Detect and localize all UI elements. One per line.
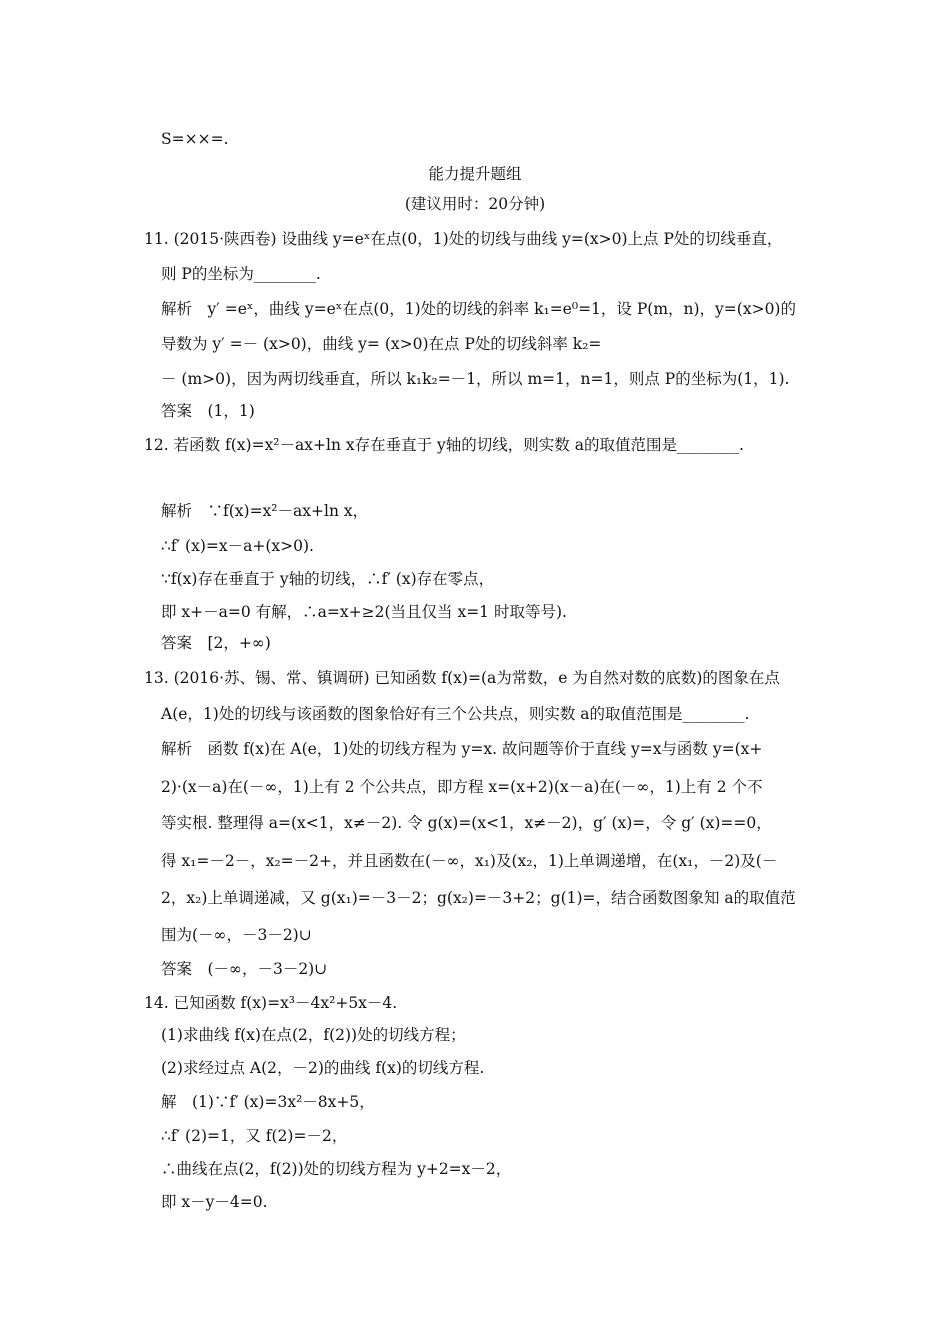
q14-solution-line-3: ∴曲线在点(2，f(2))处的切线方程为 y+2=x－2，	[161, 1160, 512, 1178]
q13-solution-line-5: 2，x₂)上单调递减，又 g(x₁)=－3－2；g(x₂)=－3+2；g(1)=，结合函数图象知 a的取值范	[161, 889, 796, 907]
q12-answer: 答案 [2，+∞)	[161, 634, 271, 652]
q12-solution-line-2: ∴f′ (x)=x－a+(x>0).	[161, 537, 314, 555]
time-note: (建议用时：20分钟)	[404, 195, 546, 213]
q11-answer: 答案 (1，1)	[161, 402, 255, 420]
q12-solution-line-4: 即 x+－a=0 有解，∴a=x+≥2(当且仅当 x=1 时取等号).	[161, 603, 567, 621]
q13-solution-line-2: 2)·(x－a)在(－∞，1)上有 2 个公共点，即方程 x=(x+2)(x－a)在(－∞，1)上有 2 个不	[161, 778, 763, 796]
q11-solution-line-1: 解析 y′ =eˣ，曲线 y=eˣ在点(0，1)处的切线的斜率 k₁=e⁰=1，设 P(m，n)，y=(x>0)的	[161, 300, 796, 318]
q12-solution-line-1: 解析 ∵f(x)=x²－ax+ln x，	[161, 502, 369, 520]
q13-stem-line-2: A(e，1)处的切线与该函数的图象恰好有三个公共点，则实数 a的取值范围是________.	[161, 705, 750, 723]
q12-solution-line-3: ∵f(x)存在垂直于 y轴的切线，∴f′ (x)存在零点，	[161, 570, 495, 588]
q13-answer: 答案 (－∞，－3－2)∪	[161, 960, 328, 978]
q11-stem-line-1: 11. (2015·陕西卷) 设曲线 y=eˣ在点(0，1)处的切线与曲线 y=(x>0)上点 P处的切线垂直，	[144, 230, 783, 248]
q11-solution-line-3: － (m>0)，因为两切线垂直，所以 k₁k₂=－1，所以 m=1，n=1，则点 P的坐标为(1，1).	[161, 370, 790, 388]
q14-solution-line-1: 解 (1)∵f′ (x)=3x²－8x+5，	[161, 1093, 375, 1111]
q12-stem: 12. 若函数 f(x)=x²－ax+ln x存在垂直于 y轴的切线，则实数 a的取值范围是________.	[144, 436, 744, 454]
q11-solution-line-2: 导数为 y′ =－ (x>0)，曲线 y= (x>0)在点 P处的切线斜率 k₂=	[161, 335, 602, 353]
q14-stem: 14. 已知函数 f(x)=x³－4x²+5x－4.	[144, 994, 398, 1012]
s-formula-line: S=××=.	[161, 130, 229, 148]
section-title: 能力提升题组	[428, 165, 522, 183]
q14-part-1: (1)求曲线 f(x)在点(2，f(2))处的切线方程；	[161, 1026, 466, 1044]
q13-solution-line-4: 得 x₁=－2－，x₂=－2+，并且函数在(－∞，x₁)及(x₂，1)上单调递增，在(x₁，－2)及(－	[161, 852, 778, 870]
q14-solution-line-2: ∴f′ (2)=1，又 f(2)=－2，	[161, 1127, 348, 1145]
q13-solution-line-3: 等实根. 整理得 a=(x<1，x≠－2). 令 g(x)=(x<1，x≠－2)，g′ (x)=，令 g′ (x)==0，	[161, 814, 772, 832]
q14-part-2: (2)求经过点 A(2，－2)的曲线 f(x)的切线方程.	[161, 1059, 485, 1077]
q13-solution-line-6: 围为(－∞，－3－2)∪	[161, 926, 312, 944]
q13-stem-line-1: 13. (2016·苏、锡、常、镇调研) 已知函数 f(x)=(a为常数，e 为自然对数的底数)的图象在点	[144, 669, 780, 687]
q14-solution-line-4: 即 x－y－4=0.	[161, 1193, 268, 1211]
q11-stem-line-2: 则 P的坐标为________.	[161, 265, 321, 283]
q13-solution-line-1: 解析 函数 f(x)在 A(e，1)处的切线方程为 y=x. 故问题等价于直线 y=x与函数 y=(x+	[161, 740, 763, 758]
